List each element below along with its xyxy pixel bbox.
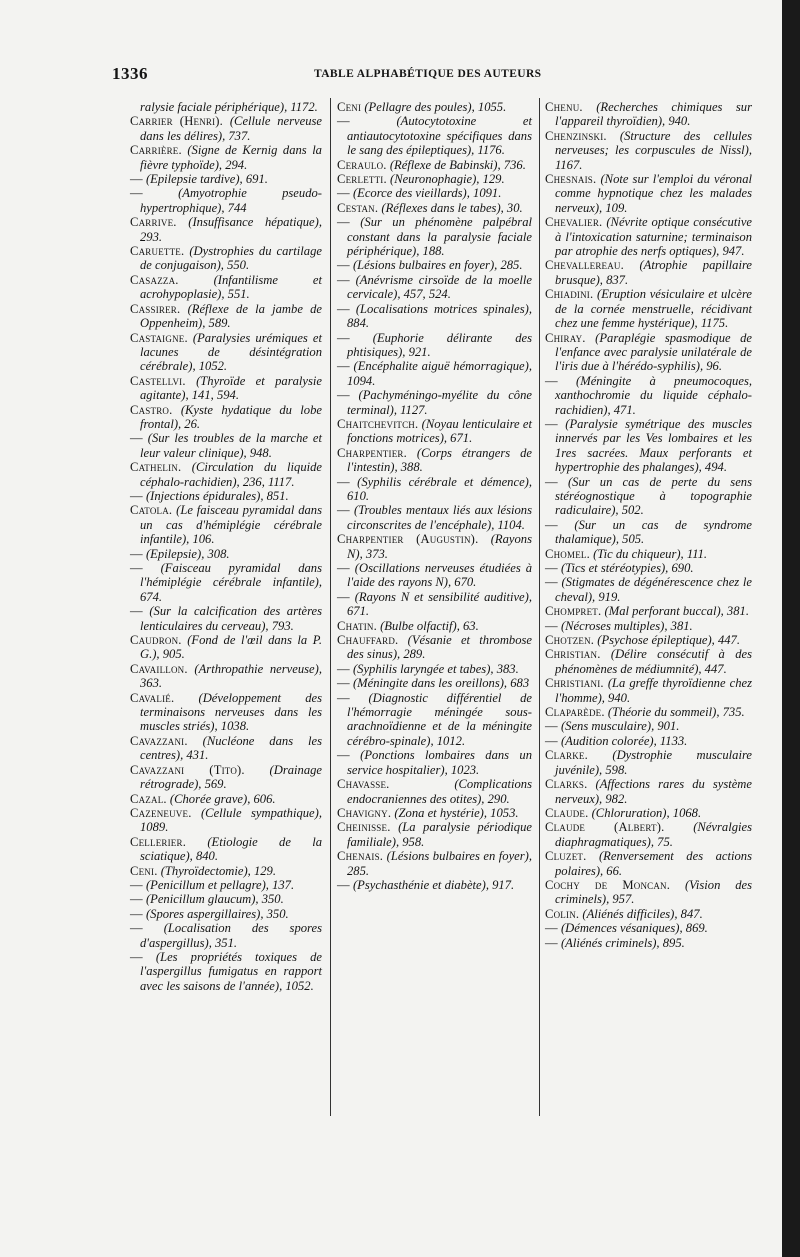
entry-text: (Anévrisme cirsoïde de la moelle cervicale), 457, 524. (347, 272, 532, 302)
entry-author: — (545, 921, 558, 936)
entry-author: Christian. (545, 647, 601, 662)
entry-author: Chiadini. (545, 287, 594, 302)
index-entry (545, 849, 752, 878)
entry-text: (Sur un phénomène palpébral constant dans la paralysie faciale périphérique), 188. (347, 215, 532, 259)
index-entry (337, 691, 532, 749)
index-entry (337, 114, 532, 157)
entry-author: — (130, 488, 143, 503)
index-entry (130, 302, 322, 331)
index-column-2 (337, 100, 532, 892)
index-entry (337, 806, 532, 820)
entry-text: (Euphorie délirante des phtisiques), 921. (347, 330, 532, 359)
entry-text: (Fond de l'œil dans la P. G.), 905. (140, 633, 322, 662)
entry-text: (Rayons N et sensibilité auditive), 671. (347, 589, 532, 619)
index-entry (130, 503, 322, 546)
entry-text: (Cellule sympathique), 1089. (140, 805, 322, 835)
entry-text: (Kyste hydatique du lobe frontal), 26. (140, 402, 322, 431)
entry-author: — (545, 416, 558, 431)
entry-text: (Sur la calcification des artères lenticulaires du cerveau), 793. (140, 604, 322, 633)
entry-author: Claude (Albert). (545, 820, 665, 835)
entry-text: (Paralysies urémiques et lacunes de désintégration cérébrale), 1052. (140, 330, 322, 374)
index-entry (130, 763, 322, 792)
entry-author: — (130, 186, 143, 201)
entry-text: (Encéphalite aiguë hémorragique), 1094. (347, 359, 532, 388)
entry-text: (Drainage rétrograde), 569. (140, 762, 322, 792)
entry-text: (Recherches chimiques sur l'appareil thyroïdien), 940. (555, 100, 752, 129)
entry-text: (La paralysie périodique familiale), 958. (347, 820, 532, 849)
index-entry (130, 460, 322, 489)
entry-author: Chevallereau. (545, 258, 624, 273)
index-entry (337, 820, 532, 849)
index-entry (545, 619, 752, 633)
page-header (112, 64, 568, 84)
index-entry (545, 748, 752, 777)
index-entry (337, 100, 532, 114)
column-divider (539, 98, 540, 1116)
index-entry (337, 777, 532, 806)
entry-author: — (545, 517, 558, 532)
entry-author: Cavaillon. (130, 661, 188, 676)
index-entry (130, 921, 322, 950)
index-entry (130, 489, 322, 503)
index-entry (545, 820, 752, 849)
entry-author: Casazza. (130, 272, 179, 287)
entry-author: — (337, 877, 350, 892)
entry-author: — (337, 301, 350, 316)
entry-text: (Aliénés criminels), 895. (560, 935, 685, 950)
entry-author: Cerletti. (337, 172, 387, 187)
index-entry (337, 561, 532, 590)
entry-text: (Audition colorée), 1133. (560, 733, 688, 748)
index-entry (130, 792, 322, 806)
index-entry (130, 806, 322, 835)
entry-text: (Renversement des actions polaires), 66. (555, 849, 752, 878)
entry-text: (Epilepsie tardive), 691. (145, 172, 268, 187)
entry-author: — (130, 949, 143, 964)
entry-text: (La greffe thyroïdienne chez l'homme), 940. (555, 676, 752, 705)
index-entry (545, 777, 752, 806)
entry-text: (Insuffisance hépatique), 293. (140, 215, 322, 244)
entry-text: (Penicillum et pellagre), 137. (145, 877, 295, 892)
entry-text: (Méningite à pneumocoques, xanthochromie du liquide céphalo-rachidien), 471. (555, 373, 752, 417)
entry-text: ralysie faciale périphérique), 1172. (140, 100, 318, 114)
index-entry (545, 215, 752, 258)
entry-author: — (130, 604, 143, 619)
index-entry (337, 446, 532, 475)
entry-text: (Spores aspergillaires), 350. (145, 906, 289, 921)
index-entry (130, 662, 322, 691)
entry-author: Chenu. (545, 100, 583, 114)
index-entry (130, 100, 322, 114)
page-binding-edge (782, 0, 800, 1257)
entry-author: Castro. (130, 402, 173, 417)
entry-text: (Psychasthénie et diabète), 917. (352, 877, 515, 892)
page-number: 1336 (112, 64, 148, 83)
index-entry (130, 114, 322, 143)
running-title: TABLE ALPHABÉTIQUE DES AUTEURS (314, 68, 542, 80)
entry-text: (Chorée grave), 606. (169, 791, 276, 806)
entry-author: — (337, 589, 350, 604)
index-entry (337, 676, 532, 690)
entry-author: Claude. (545, 805, 589, 820)
index-entry (337, 201, 532, 215)
index-column-3 (545, 100, 752, 950)
entry-author: Carrier (Henri). (130, 114, 224, 129)
entry-author: — (130, 561, 143, 575)
entry-text: (Etiologie de la sciatique), 840. (140, 834, 323, 864)
entry-author: — (337, 272, 350, 287)
entry-author: Cavazzani (Tito). (130, 762, 245, 777)
entry-author: — (130, 546, 143, 561)
entry-author: Cassirer. (130, 301, 181, 316)
index-entry (337, 331, 532, 360)
entry-text: (Eruption vésiculaire et ulcère de la cornée menstruelle, récidivant chez une femme hystérique), 1175. (555, 287, 752, 331)
entry-text: (Dystrophies du cartilage de conjugaison), 550. (140, 244, 322, 273)
entry-text: (Structure des cellules nerveuses; les corpuscules de Nissl), 1167. (555, 128, 752, 172)
index-entry (337, 662, 532, 676)
entry-text: (Dystrophie musculaire juvénile), 598. (555, 748, 752, 777)
entry-text: (Sens musculaire), 901. (560, 719, 680, 734)
index-entry (545, 287, 752, 330)
index-entry (337, 619, 532, 633)
index-entry (130, 878, 322, 892)
entry-author: — (130, 877, 143, 892)
entry-text: (Vision des criminels), 957. (555, 877, 752, 907)
entry-text: (Syphilis cérébrale et démence), 610. (347, 474, 533, 503)
entry-author: — (337, 388, 350, 403)
entry-text: (Penicillum glaucum), 350. (145, 892, 284, 907)
index-entry (130, 950, 322, 993)
index-entry (545, 921, 752, 935)
entry-author: — (130, 906, 143, 921)
index-entry (337, 158, 532, 172)
entry-text: (Aliénés difficiles), 847. (582, 906, 703, 921)
entry-text: (Epilepsie), 308. (145, 546, 230, 561)
entry-author: Chavigny. (337, 805, 392, 820)
index-entry (130, 907, 322, 921)
entry-author: — (337, 330, 350, 345)
index-entry (545, 561, 752, 575)
index-entry (545, 907, 752, 921)
entry-author: Ceni. (130, 863, 158, 878)
entry-author: — (545, 373, 558, 388)
entry-author: — (545, 935, 558, 950)
entry-author: Clarks. (545, 777, 588, 792)
entry-text: (Atrophie papillaire brusque), 837. (555, 258, 752, 287)
index-entry (130, 374, 322, 403)
entry-author: — (337, 690, 350, 705)
index-entry (545, 331, 752, 374)
index-entry (545, 936, 752, 950)
index-entry (545, 575, 752, 604)
entry-text: (Névrite optique consécutive à l'intoxication saturnine; terminaison par atrophie des nerfs optiques), 947. (555, 215, 752, 259)
index-entry (337, 748, 532, 777)
index-entry (130, 561, 322, 604)
index-entry (545, 129, 752, 172)
index-entry (337, 503, 532, 532)
entry-author: Chiray. (545, 330, 586, 345)
entry-author: Catola. (130, 503, 173, 518)
index-entry (337, 475, 532, 504)
entry-text: (Circulation du liquide céphalo-rachidien), 236, 1117. (140, 460, 323, 489)
entry-author: — (545, 474, 558, 489)
index-entry (130, 403, 322, 432)
entry-author: — (545, 719, 558, 734)
entry-text: (Sur un cas de syndrome thalamique), 505. (555, 517, 752, 547)
entry-text: (Ecorce des vieillards), 1091. (352, 186, 502, 201)
entry-text: (Autocytotoxine et antiautocytotoxine spécifiques dans le sang des épileptiques), 1176. (347, 114, 532, 158)
entry-text: (Réflexe de Babinski), 736. (389, 157, 526, 172)
entry-text: (Neuronophagie), 129. (390, 172, 505, 187)
entry-author: — (337, 114, 350, 129)
index-entry (130, 734, 322, 763)
index-entry (130, 186, 322, 215)
entry-text: (Note sur l'emploi du véronal comme hypnotique chez les malades nerveux), 109. (555, 172, 752, 215)
entry-author: Cavazzani. (130, 733, 188, 748)
entry-author: — (337, 186, 350, 201)
entry-author: Ceni (337, 100, 362, 114)
index-entry (130, 215, 322, 244)
entry-author: Cheinisse. (337, 820, 391, 835)
entry-text: (Localisation des spores d'aspergillus), 351. (140, 921, 322, 950)
entry-text: (Névralgies diaphragmatiques), 75. (555, 820, 752, 849)
entry-text: (Noyau lenticulaire et fonctions motrices), 671. (347, 416, 532, 446)
entry-text: (Zona et hystérie), 1053. (394, 805, 519, 820)
entry-author: — (337, 748, 350, 763)
entry-author: Cazeneuve. (130, 805, 192, 820)
entry-text: (Lésions bulbaires en foyer), 285. (352, 258, 523, 273)
entry-text: (Thyroïde et paralysie agitante), 141, 594. (140, 373, 322, 403)
entry-author: Caruette. (130, 244, 185, 259)
index-entry (130, 604, 322, 633)
entry-text: (Infantilisme et acrohypoplasie), 551. (140, 272, 322, 302)
entry-text: (Thyroïdectomie), 129. (160, 863, 277, 878)
entry-text: (Démences vésaniques), 869. (560, 921, 708, 936)
entry-text: (Les propriétés toxiques de l'aspergillus fumigatus en rapport avec les saisons de l'année), 1052. (140, 949, 322, 993)
entry-text: (Syphilis laryngée et tabes), 383. (352, 661, 519, 676)
entry-text: (Vésanie et thrombose des sinus), 289. (347, 633, 532, 662)
entry-author: Chauffard. (337, 633, 399, 648)
entry-author: Carrive. (130, 215, 177, 230)
index-entry (337, 258, 532, 272)
entry-text: (Pachyméningo-myélite du cône terminal), 1127. (347, 388, 532, 417)
entry-author: — (337, 661, 350, 676)
column-divider (330, 98, 331, 1116)
entry-text: (Tic du chiqueur), 111. (593, 546, 708, 561)
entry-author: — (337, 215, 350, 230)
entry-author: Chaitchevitch. (337, 416, 419, 431)
entry-author: Cochy de Moncan. (545, 877, 671, 892)
entry-text: (Complications endocraniennes des otites), 290. (347, 777, 532, 806)
index-entry (337, 302, 532, 331)
entry-author: Cestan. (337, 200, 379, 215)
entry-text: (Sur un cas de perte du sens stéréognostique à topographie radiculaire), 502. (555, 474, 752, 518)
entry-author: Cathelin. (130, 460, 182, 475)
entry-author: Colin. (545, 906, 580, 921)
entry-text: (Bulbe olfactif), 63. (380, 618, 479, 633)
entry-text: (Nucléone dans les centres), 431. (140, 733, 322, 763)
entry-author: Cluzet. (545, 849, 587, 864)
entry-author: Castaigne. (130, 330, 188, 345)
index-entry (337, 633, 532, 662)
entry-author: Charpentier (Augustin). (337, 532, 479, 547)
entry-author: Charpentier. (337, 445, 407, 460)
entry-author: — (130, 431, 143, 446)
entry-text: (Arthropathie nerveuse), 363. (140, 661, 322, 691)
entry-author: — (130, 892, 143, 907)
entry-text: (Faisceau pyramidal dans l'hémiplégie cérébrale infantile), 674. (140, 561, 322, 604)
entry-author: — (545, 733, 558, 748)
index-entry (545, 719, 752, 733)
entry-text: (Rayons N), 373. (347, 532, 532, 561)
index-entry (545, 374, 752, 417)
index-entry (545, 878, 752, 907)
entry-author: Chavasse. (337, 777, 390, 792)
entry-author: — (337, 676, 350, 691)
index-entry (545, 633, 752, 647)
entry-author: — (545, 575, 558, 590)
entry-author: Ceraulo. (337, 157, 387, 172)
index-entry (337, 172, 532, 186)
entry-author: Christiani. (545, 676, 604, 691)
entry-author: Chenais. (337, 849, 384, 864)
index-entry (545, 734, 752, 748)
index-entry (545, 705, 752, 719)
entry-text: (Psychose épileptique), 447. (597, 633, 740, 648)
index-entry (337, 186, 532, 200)
entry-author: Carrière. (130, 143, 182, 158)
index-entry (337, 359, 532, 388)
index-entry (337, 273, 532, 302)
entry-author: Chotzen. (545, 633, 595, 648)
index-entry (130, 244, 322, 273)
entry-text: (Stigmates de dégénérescence chez le cheval), 919. (555, 575, 752, 604)
index-entry (130, 835, 322, 864)
index-entry (337, 878, 532, 892)
index-entry (545, 518, 752, 547)
index-entry (130, 691, 322, 734)
entry-author: — (337, 359, 350, 374)
index-entry (337, 590, 532, 619)
index-entry (337, 532, 532, 561)
entry-author: Chompret. (545, 604, 602, 619)
index-entry (130, 273, 322, 302)
index-entry (545, 647, 752, 676)
entry-author: Castellvi. (130, 373, 186, 388)
entry-text: (Oscillations nerveuses étudiées à l'aide des rayons N), 670. (347, 561, 532, 590)
index-entry (337, 417, 532, 446)
index-entry (130, 172, 322, 186)
entry-text: (Diagnostic différentiel de l'hémorragie méningée sous-arachnoïdienne et de la méningite cérébro-spinale), 1012. (347, 690, 532, 748)
entry-author: — (337, 474, 350, 489)
entry-text: (Théorie du sommeil), 735. (607, 705, 745, 720)
entry-author: Chesnais. (545, 172, 597, 187)
entry-author: Cellerier. (130, 834, 187, 849)
entry-author: — (545, 618, 558, 633)
entry-author: — (130, 172, 143, 187)
index-entry (130, 547, 322, 561)
entry-text: (Méningite dans les oreillons), 683 (352, 676, 530, 691)
entry-text: (Amyotrophie pseudo-hypertrophique), 744 (140, 186, 322, 215)
entry-author: Chevalier. (545, 215, 603, 230)
index-entry (130, 633, 322, 662)
entry-text: (Cellule nerveuse dans les délires), 737. (140, 114, 322, 143)
entry-author: Claparède. (545, 705, 605, 720)
entry-text: (Corps étrangers de l'intestin), 388. (347, 445, 532, 475)
entry-text: (Sur les troubles de la marche et leur valeur clinique), 948. (140, 431, 322, 460)
entry-text: (Pellagre des poules), 1055. (364, 100, 507, 114)
entry-author: — (337, 561, 350, 575)
index-entry (130, 864, 322, 878)
entry-text: (Localisations motrices spinales), 884. (347, 301, 532, 331)
index-entry (337, 215, 532, 258)
index-entry (337, 388, 532, 417)
entry-text: (Troubles mentaux liés aux lésions circonscrites de l'encéphale), 1104. (347, 503, 532, 532)
entry-author: — (545, 561, 558, 575)
index-entry (545, 417, 752, 475)
entry-author: — (130, 921, 143, 936)
index-entry (130, 143, 322, 172)
entry-text: (Lésions bulbaires en foyer), 285. (347, 849, 532, 878)
entry-author: Chenzinski. (545, 128, 607, 143)
entry-text: (Mal perforant buccal), 381. (604, 604, 749, 619)
entry-text: (Tics et stéréotypies), 690. (560, 561, 694, 575)
index-entry (545, 547, 752, 561)
entry-text: (Injections épidurales), 851. (145, 488, 289, 503)
entry-author: Caudron. (130, 633, 182, 648)
index-entry (545, 172, 752, 215)
index-entry (130, 331, 322, 374)
entry-author: Cazal. (130, 791, 167, 806)
entry-text: (Chloruration), 1068. (591, 805, 702, 820)
entry-author: — (337, 503, 350, 518)
entry-author: Clarke. (545, 748, 588, 763)
entry-text: (Réflexes dans le tabes), 30. (381, 200, 523, 215)
entry-text: (Développement des terminaisons nerveuses dans les muscles striés), 1038. (140, 690, 322, 734)
entry-author: — (337, 258, 350, 273)
index-entry (130, 431, 322, 460)
index-entry (545, 475, 752, 518)
entry-author: Chatin. (337, 618, 377, 633)
entry-text: (Le faisceau pyramidal dans un cas d'hémiplégie cérébrale infantile), 106. (140, 503, 322, 547)
index-column-1 (130, 100, 322, 993)
entry-text: (Réflexe de la jambe de Oppenheim), 589. (140, 301, 322, 331)
index-entry (545, 100, 752, 129)
entry-text: (Paralysie symétrique des muscles innervés par les Ves lombaires et les 1res sacrées. Maux perforants et hypertrophie des phalanges), 494. (555, 416, 752, 475)
index-entry (130, 892, 322, 906)
entry-text: (Paraplégie spasmodique de l'enfance avec paralysie unilatérale de l'iris due à l'hérédo-syphilis), 96. (555, 330, 752, 374)
entry-text: (Affections rares du système nerveux), 982. (555, 777, 752, 806)
entry-author: Chomel. (545, 546, 590, 561)
entry-text: (Ponctions lombaires dans un service hospitalier), 1023. (347, 748, 532, 777)
index-entry (337, 849, 532, 878)
index-entry (545, 806, 752, 820)
index-entry (545, 258, 752, 287)
index-entry (545, 604, 752, 618)
entry-text: (Signe de Kernig dans la fièvre typhoïde), 294. (140, 143, 322, 172)
index-entry (545, 676, 752, 705)
entry-text: (Délire consécutif à des phénomènes de médiumnité), 447. (555, 647, 752, 676)
entry-author: Cavalié. (130, 690, 175, 705)
entry-text: (Nécroses multiples), 381. (560, 618, 693, 633)
